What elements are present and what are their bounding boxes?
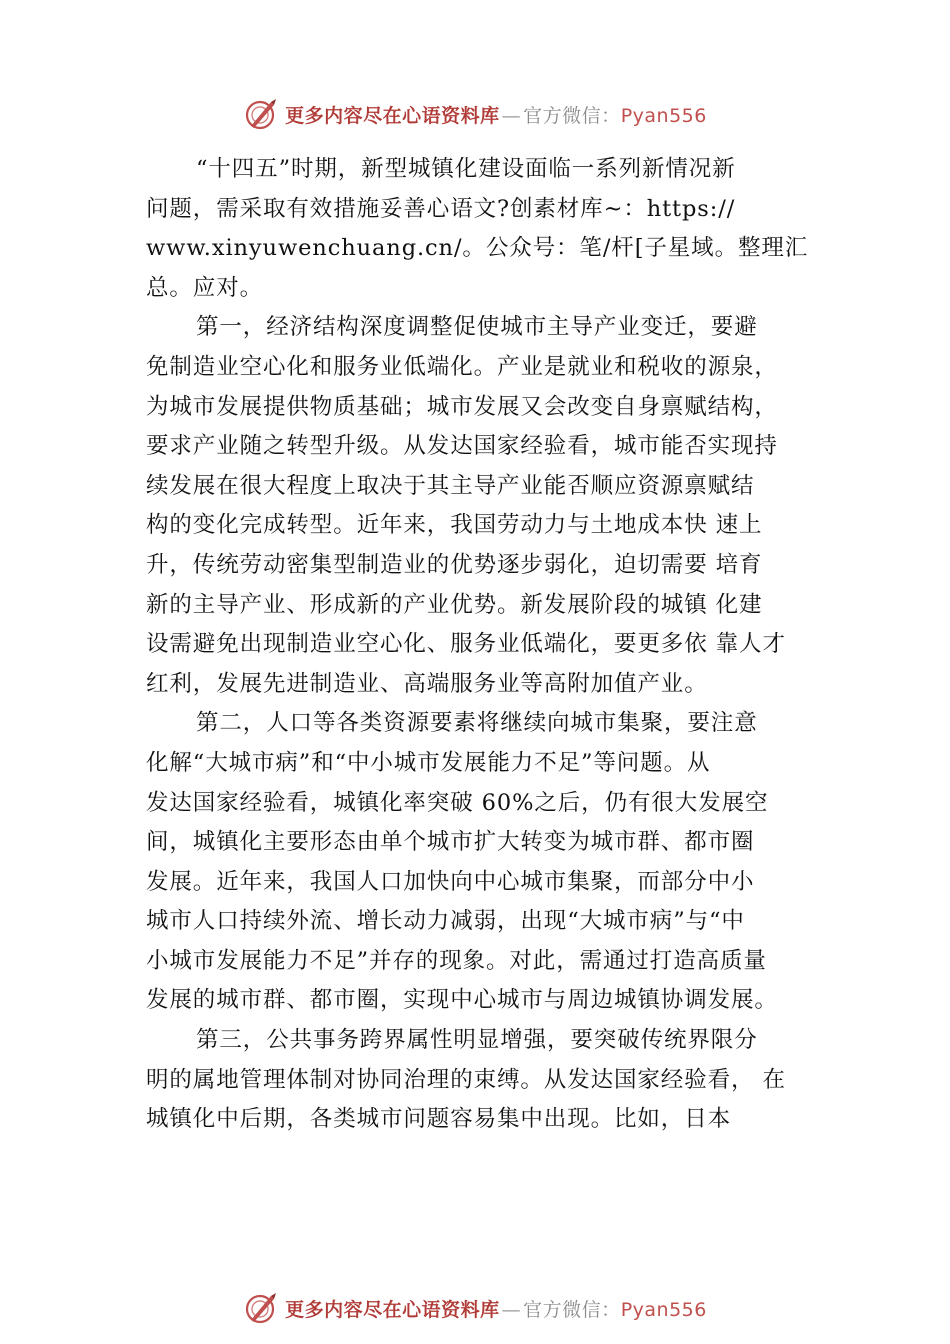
text-line: 发展的城市群、都市圈，实现中心城市与周边城镇协调发展。 [146, 987, 778, 1014]
banner-wechat-id: Pyan556 [620, 1298, 707, 1321]
text-line: 第三，公共事务跨界属性明显增强，要突破传统界限分 [196, 1027, 758, 1054]
text-line: 城镇化中后期，各类城市问题容易集中出现。比如，日本 [146, 1106, 732, 1133]
text-line: 第二，人口等各类资源要素将继续向城市集聚，要注意 [196, 710, 758, 737]
text-line: 问题，需采取有效措施妥善心语文?创素材库~：https:// [146, 195, 736, 222]
banner-library-text: 更多内容尽在心语资料库 [285, 1298, 500, 1321]
text-line: 间，城镇化主要形态由单个城市扩大转变为城市群、都市圈 [146, 829, 755, 856]
text-line: 明的属地管理体制对协同治理的束缚。从发达国家经验看， 在 [146, 1066, 786, 1093]
text-line: 续发展在很大程度上取决于其主导产业能否顺应资源禀赋结 [146, 472, 755, 499]
pen-logo-icon [243, 1290, 279, 1326]
text-line: 发达国家经验看，城镇化率突破 60%之后，仍有很大发展空 [146, 789, 769, 816]
text-line: 第一，经济结构深度调整促使城市主导产业变迁，要避 [196, 314, 758, 341]
text-line: 构的变化完成转型。近年来，我国劳动力与土地成本快 速上 [146, 512, 763, 539]
text-line: 总。应对。 [146, 274, 264, 301]
text-line: 要求产业随之转型升级。从发达国家经验看，城市能否实现持 [146, 433, 778, 460]
banner-text [285, 1295, 707, 1322]
banner-library-text: 更多内容尽在心语资料库 [285, 104, 500, 127]
text-line: 升，传统劳动密集型制造业的优势逐步弱化，迫切需要 培育 [146, 551, 763, 578]
banner-text [285, 101, 707, 128]
text-line: 化解“大城市病”和“中小城市发展能力不足”等问题。从 [146, 749, 711, 776]
text-line: 免制造业空心化和服务业低端化。产业是就业和税收的源泉， [146, 353, 778, 380]
text-line: 设需避免出现制造业空心化、服务业低端化，要更多依 靠人才 [146, 631, 786, 658]
text-line: 为城市发展提供物质基础；城市发展又会改变自身禀赋结构， [146, 393, 778, 420]
text-line: 发展。近年来，我国人口加快向中心城市集聚，而部分中小 [146, 868, 755, 895]
banner-wechat-id: Pyan556 [620, 104, 707, 127]
banner-dash: — [501, 1298, 522, 1321]
text-line: 红利，发展先进制造业、高端服务业等高附加值产业。 [146, 670, 708, 697]
text-line: 城市人口持续外流、增长动力减弱，出现“大城市病”与“中 [146, 908, 745, 935]
banner-wechat-label: 官方微信： [523, 1298, 621, 1321]
header-banner [0, 94, 950, 134]
banner-wechat-label: 官方微信： [523, 104, 621, 127]
pen-logo-icon [243, 96, 279, 132]
footer-banner [0, 1288, 950, 1328]
text-line: 新的主导产业、形成新的产业优势。新发展阶段的城镇 化建 [146, 591, 763, 618]
banner-dash: — [501, 104, 522, 127]
document-body [146, 150, 846, 1140]
text-line: 小城市发展能力不足”并存的现象。对此，需通过打造高质量 [146, 947, 767, 974]
text-line: www.xinyuwenchuang.cn/。公众号：笔/杆[子星域。整理汇 [146, 235, 809, 262]
text-line: “十四五”时期，新型城镇化建设面临一系列新情况新 [196, 156, 736, 182]
